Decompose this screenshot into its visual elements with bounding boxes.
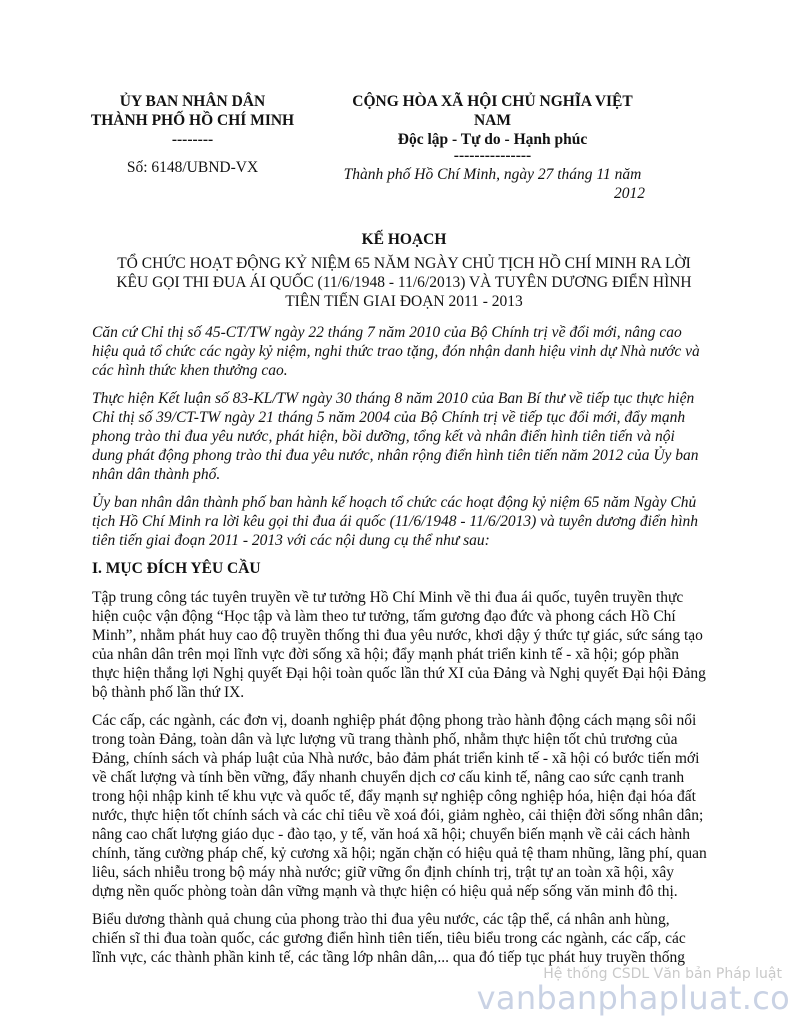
authority-divider: -------- — [171, 131, 214, 148]
motto-divider: --------------- — [453, 147, 532, 164]
document-title-line2: KÊU GỌI THI ĐUA ÁI QUỐC (11/6/1948 - 11/6/2013) VÀ TUYÊN DƯƠNG ĐIỂN HÌNH — [116, 274, 692, 291]
section-heading: I. MỤC ĐÍCH YÊU CẦU — [92, 560, 261, 577]
national-title-line1: CỘNG HÒA XÃ HỘI CHỦ NGHĨA VIỆT — [352, 93, 633, 110]
body-paragraph: Tập trung công tác tuyên truyền về tư tưởng Hồ Chí Minh về thi đua ái quốc, tuyên truyền thực hiện cuộc vận động “Học tập và làm theo tư tưởng, tấm gương đạo đức và phong cách Hồ Chí Minh”, nhằm phát huy cao độ truyền thống thi đua yêu nước, khơi dậy ý thức tự giác, sức sáng tạo của nhân dân trên mọi lĩnh vực đời sống xã hội; đẩy mạnh phát triển kinh tế - xã hội; góp phần thực hiện thắng lợi Nghị quyết Đại hội toàn quốc lần thứ XI của Đảng và Nghị quyết Đại hội Đảng bộ thành phố lần thứ IX. — [92, 589, 706, 701]
document-type-title: KẾ HOẠCH — [361, 231, 447, 248]
national-motto: Độc lập - Tự do - Hạnh phúc — [397, 131, 588, 148]
preamble-paragraph: Ủy ban nhân dân thành phố ban hành kế hoạch tổ chức các hoạt động kỷ niệm 65 năm Ngày Chủ tịch Hồ Chí Minh ra lời kêu gọi thi đua ái quốc (11/6/1948 - 11/6/2013) và tuyên dương điển hình tiên tiến giai đoạn 2011 - 2013 với các nội dung cụ thể như sau: — [92, 494, 699, 549]
body-paragraph: Biểu dương thành quả chung của phong trào thi đua yêu nước, các tập thể, cá nhân anh hùng, chiến sĩ thi đua toàn quốc, các gương điển hình tiên tiến, tiêu biểu trong các ngành, các cấp, các lĩnh vực, các thành phần kinh tế, các tầng lớp nhân dân,... qua đó tiếp tục phát huy truyền thống — [92, 911, 686, 966]
national-title-line2: NAM — [473, 112, 512, 129]
issuing-authority-block — [90, 92, 295, 177]
national-title-block — [330, 92, 655, 203]
preamble-paragraph: Thực hiện Kết luận số 83-KL/TW ngày 30 tháng 8 năm 2010 của Ban Bí thư về tiếp tục thực hiện Chỉ thị số 39/CT-TW ngày 21 tháng 5 năm 2004 của Bộ Chính trị về tiếp tục đổi mới, đẩy mạnh phong trào thi đua yêu nước, phát hiện, bồi dưỡng, tổng kết và nhân điển hình tiên tiến và nội dung phát động phong trào thi đua yêu nước, nhân rộng điển hình tiên tiến năm 2012 của Ủy ban nhân dân thành phố. — [92, 390, 699, 483]
document-title-block — [104, 230, 704, 311]
body-paragraph: Các cấp, các ngành, các đơn vị, doanh nghiệp phát động phong trào hành động cách mạng sôi nổi trong toàn Đảng, toàn dân và lực lượng vũ trang thành phố, nhằm thực hiện tốt chủ trương của Đảng, chính sách và pháp luật của Nhà nước, bảo đảm phát triển kinh tế - xã hội có bước tiến mới về chất lượng và tính bền vững, đẩy nhanh chuyển dịch cơ cấu kinh tế, nâng cao sức cạnh tranh trong hội nhập kinh tế khu vực và quốc tế, đẩy mạnh sự nghiệp công nghiệp hóa, hiện đại hóa đất nước, thực hiện tốt chính sách và các chỉ tiêu về xoá đói, giảm nghèo, cải thiện đời sống nhân dân; nâng cao chất lượng giáo dục - đào tạo, y tế, văn hoá xã hội; chuyển biến mạnh về cải cách hành chính, tăng cường pháp chế, kỷ cương xã hội; ngăn chặn có hiệu quả tệ tham nhũng, lãng phí, quan liêu, sách nhiễu trong bộ máy nhà nước; giữ vững ổn định chính trị, trật tự an toàn xã hội, xây dựng nền quốc phòng toàn dân vững mạnh và thực hiện có hiệu quả nếp sống văn minh đô thị. — [92, 712, 707, 900]
document-number: Số: 6148/UBND-VX — [126, 159, 259, 176]
authority-name-line2: THÀNH PHỐ HỒ CHÍ MINH — [90, 112, 295, 129]
preamble-paragraph: Căn cứ Chỉ thị số 45-CT/TW ngày 22 tháng 7 năm 2010 của Bộ Chính trị về đổi mới, nâng cao hiệu quả tổ chức các ngày kỷ niệm, nghi thức trao tặng, đón nhận danh hiệu vinh dự Nhà nước và các hình thức khen thưởng cao. — [92, 324, 700, 379]
document-body — [92, 323, 707, 976]
document-title-line1: TỔ CHỨC HOẠT ĐỘNG KỶ NIỆM 65 NĂM NGÀY CHỦ TỊCH HỒ CHÍ MINH RA LỜI — [117, 255, 691, 272]
watermark-caption: Hệ thống CSDL Văn bản Pháp luật — [543, 966, 782, 982]
document-title-line3: TIÊN TIẾN GIAI ĐOẠN 2011 - 2013 — [285, 293, 523, 310]
issue-date-line2: 2012 — [614, 185, 645, 202]
authority-name-line1: ỦY BAN NHÂN DÂN — [119, 93, 266, 110]
watermark-site: vanbanphapluat.co — [476, 979, 790, 1017]
issue-date-line1: Thành phố Hồ Chí Minh, ngày 27 tháng 11 năm — [343, 166, 642, 183]
